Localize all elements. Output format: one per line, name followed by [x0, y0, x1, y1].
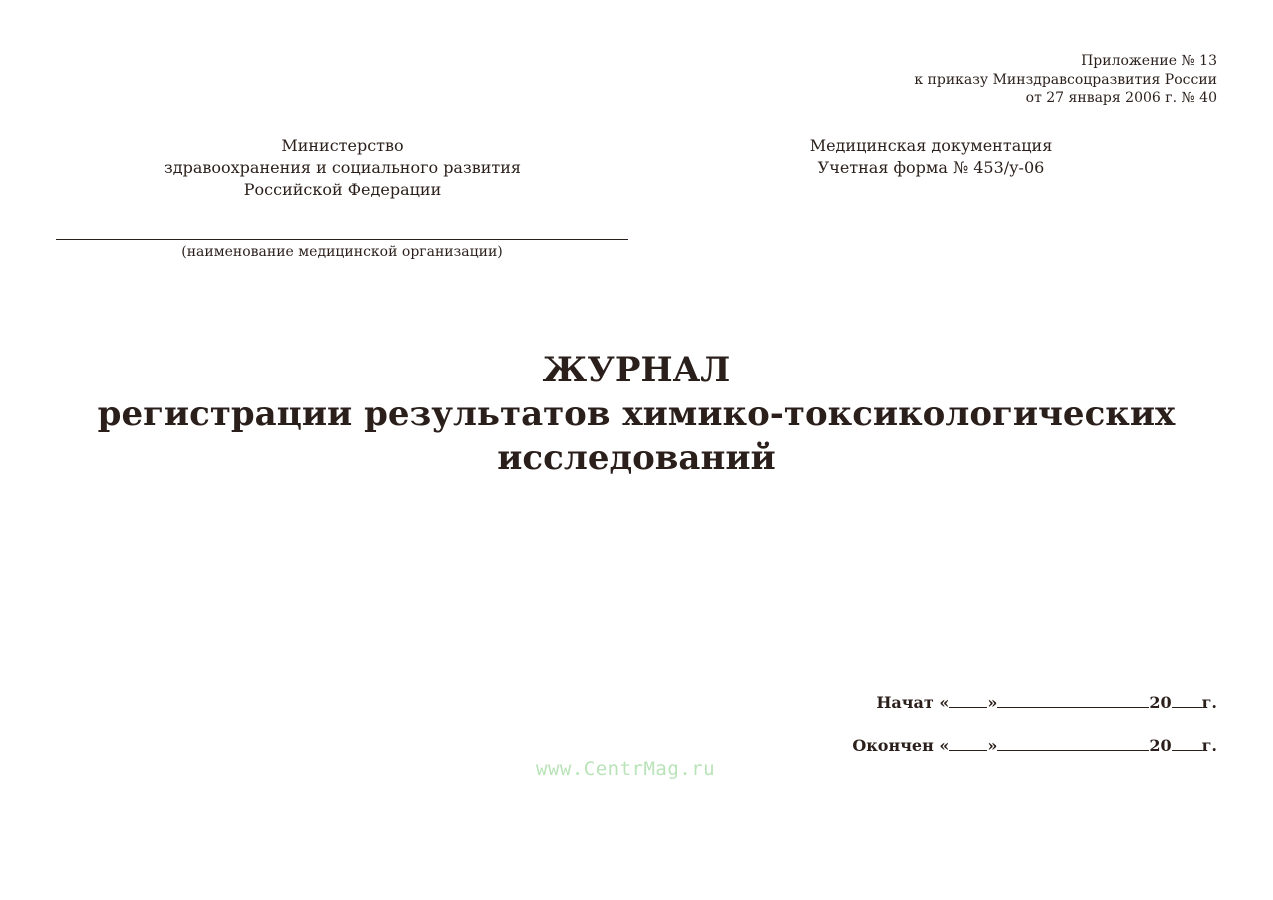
ministry-block: [60, 135, 625, 201]
finished-month-field[interactable]: [997, 735, 1149, 751]
form-number: Учетная форма № 453/у-06: [817, 158, 1045, 177]
started-label: Начат «: [876, 693, 950, 712]
appendix-order: к приказу Минздравсоцразвития России: [914, 71, 1217, 88]
dates-block: [852, 692, 1217, 757]
finished-year-field[interactable]: [1172, 735, 1202, 751]
title-line-2: регистрации результатов химико-токсикологических: [97, 394, 1176, 434]
title-line-3: исследований: [497, 438, 776, 478]
started-year-prefix: 20: [1149, 693, 1172, 712]
started-quote-close: »: [987, 693, 998, 712]
appendix-header: [914, 52, 1217, 108]
medical-doc-label: Медицинская документация: [809, 136, 1053, 155]
ministry-line-1: Министерство: [281, 136, 404, 155]
ministry-line-2: здравоохранения и социального развития: [164, 158, 521, 177]
started-suffix: г.: [1201, 693, 1217, 712]
finished-year-prefix: 20: [1149, 736, 1172, 755]
medical-doc-block: [780, 135, 1082, 179]
organization-caption: (наименование медицинской организации): [181, 244, 503, 260]
journal-title: [0, 348, 1273, 480]
started-row: [852, 692, 1217, 714]
finished-label: Окончен «: [852, 736, 950, 755]
ministry-line-3: Российской Федерации: [243, 180, 442, 199]
finished-row: [852, 735, 1217, 757]
appendix-number: Приложение № 13: [1081, 53, 1217, 69]
appendix-date: от 27 января 2006 г. № 40: [1025, 90, 1217, 106]
title-line-1: ЖУРНАЛ: [542, 350, 731, 390]
organization-name-field[interactable]: [56, 239, 628, 240]
started-year-field[interactable]: [1172, 692, 1202, 708]
watermark: www.CentrMag.ru: [536, 758, 716, 780]
finished-suffix: г.: [1201, 736, 1217, 755]
finished-day-field[interactable]: [949, 735, 987, 751]
finished-quote-close: »: [987, 736, 998, 755]
started-day-field[interactable]: [949, 692, 987, 708]
started-month-field[interactable]: [997, 692, 1149, 708]
